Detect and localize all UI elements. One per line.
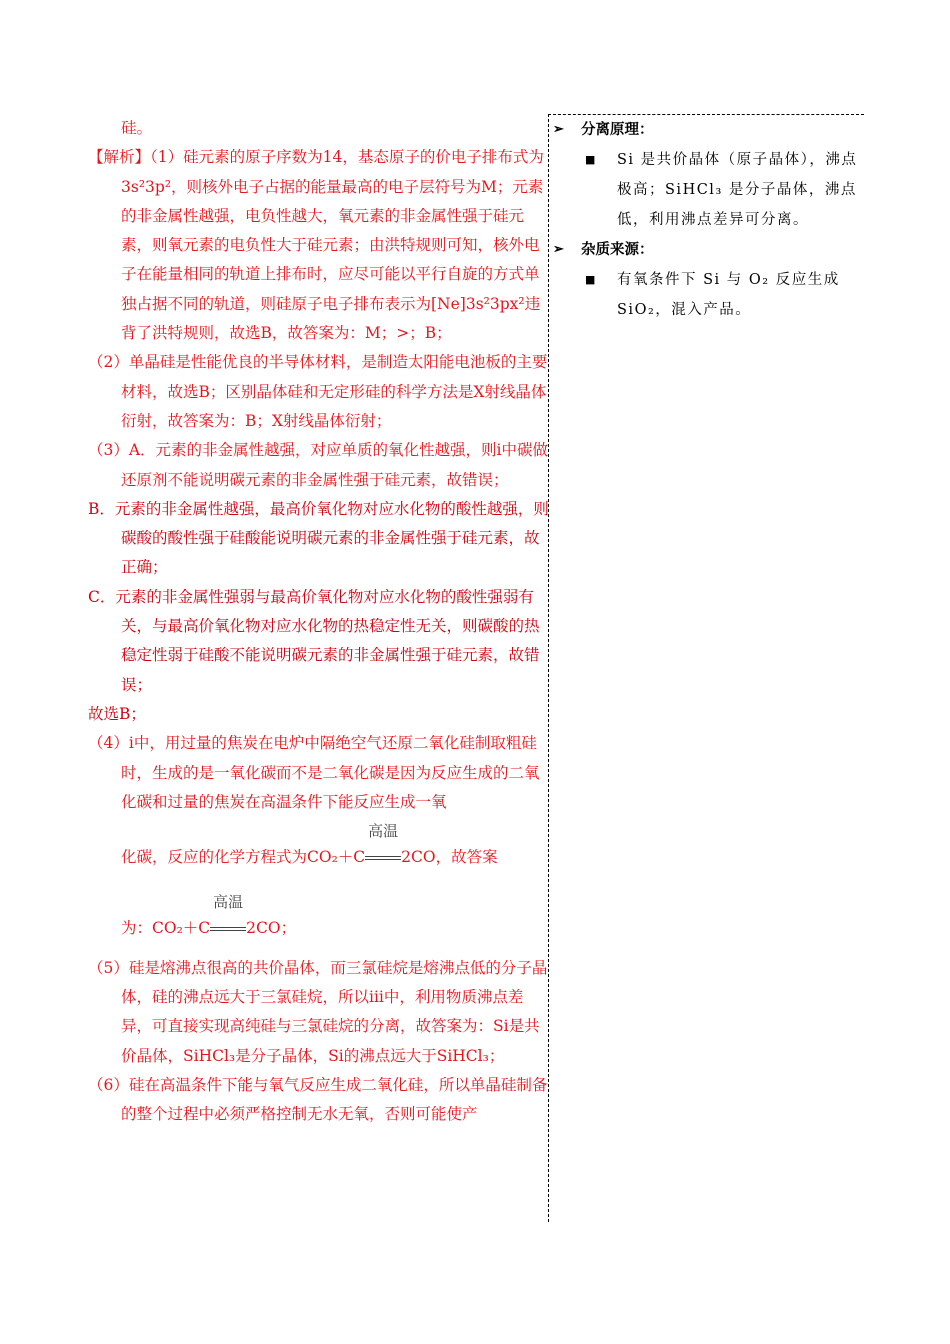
equation-text: 2CO，故答案 xyxy=(401,848,498,867)
arrow-bullet-icon: ➢ xyxy=(553,242,564,257)
paragraph-6: （6）硅在高温条件下能与氧气反应生成二氧化硅，所以单晶硅制备的整个过程中必须严格控制无水无氧，否则可能使产 xyxy=(88,1075,548,1124)
paragraph-3d: 故选B； xyxy=(88,704,146,723)
solution-column xyxy=(88,114,550,1130)
paragraph-1-text: （1）硅元素的原子序数为14，基态原子的价电子排布式为3s²3p²，则核外电子占据的能量最高的电子层符号为M；元素的非金属性越强，电负性越大，氧元素的非金属性强于硅元素，则氧元素的电负性大于硅元素；由洪特规则可知，核外电子在能量相同的轨道上排布时，应尽可能以平行自旋的方式单独占据不同的轨道，则硅原子电子排布表示为[Ne]3s²3px²违背了洪特规则，故选B，故答案为：M；>；B； xyxy=(121,148,544,343)
text-line: 硅。 xyxy=(121,119,153,137)
list-item xyxy=(553,265,865,325)
item-text: 有氧条件下 Si 与 O₂ 反应生成 SiO₂，混入产品。 xyxy=(617,272,840,318)
paragraph-3a: （3）A．元素的非金属性越强，对应单质的氧化性越强，则ⅰ中碳做还原剂不能说明碳元素的非金属性强于硅元素，故错误； xyxy=(88,441,549,489)
section-heading xyxy=(553,235,865,265)
equation-line-2 xyxy=(88,893,550,943)
section-heading xyxy=(553,115,865,145)
paragraph-4a: （4）ⅰ中，用过量的焦炭在电炉中隔绝空气还原二氧化硅制取粗硅时，生成的是一氧化碳而不是二氧化碳是因为反应生成的二氧化碳和过量的焦炭在高温条件下能反应生成一氧 xyxy=(88,734,540,811)
double-line xyxy=(365,856,401,860)
paragraph-2: （2）单晶硅是性能优良的半导体材料，是制造太阳能电池板的主要材料，故选B；区别晶体硅和无定形硅的科学方法是X射线晶体衍射，故答案为：B；X射线晶体衍射； xyxy=(88,353,548,430)
annotation-column xyxy=(553,115,865,325)
equation-text: 化碳，反应的化学方程式为CO₂＋C xyxy=(121,848,366,867)
equation-text: 2CO； xyxy=(246,919,297,938)
paragraph-3b: B．元素的非金属性越强，最高价氧化物对应水化物的酸性越强，则碳酸的酸性强于硅酸能说明碳元素的非金属性强于硅元素，故正确； xyxy=(88,499,549,577)
item-text: Si 是共价晶体（原子晶体），沸点极高；SiHCl₃ 是分子晶体，沸点低，利用沸点差异可分离。 xyxy=(617,152,858,228)
reaction-condition xyxy=(210,893,246,943)
heading-impurity-source: 杂质来源： xyxy=(581,241,654,258)
equation-text: 为：CO₂＋C xyxy=(121,919,211,938)
analysis-label: 【解析】 xyxy=(88,148,151,167)
square-bullet-icon: ■ xyxy=(585,153,597,166)
heading-separation-principle: 分离原理： xyxy=(581,121,654,138)
double-line xyxy=(210,927,246,931)
equation-line-1 xyxy=(88,822,550,872)
arrow-bullet-icon: ➢ xyxy=(553,122,564,137)
paragraph-3c: C．元素的非金属性强弱与最高价氧化物对应水化物的酸性强弱有关，与最高价氧化物对应水化物的热稳定性无关，则碳酸的热稳定性弱于硅酸不能说明碳元素的非金属性强于硅元素，故错误； xyxy=(88,587,540,694)
reaction-condition xyxy=(365,822,401,872)
square-bullet-icon: ■ xyxy=(585,273,597,286)
list-item xyxy=(553,145,865,235)
condition-label: 高温 xyxy=(213,893,244,912)
paragraph-5: （5）硅是熔沸点很高的共价晶体，而三氯硅烷是熔沸点低的分子晶体，硅的沸点远大于三氯硅烷，所以ⅲ中，利用物质沸点差异，可直接实现高纯硅与三氯硅烷的分离，故答案为：Si是共价晶体，SiHCl₃是分子晶体，Si的沸点远大于SiHCl₃； xyxy=(88,958,548,1065)
paragraph-1 xyxy=(88,143,550,348)
condition-label: 高温 xyxy=(368,822,399,841)
